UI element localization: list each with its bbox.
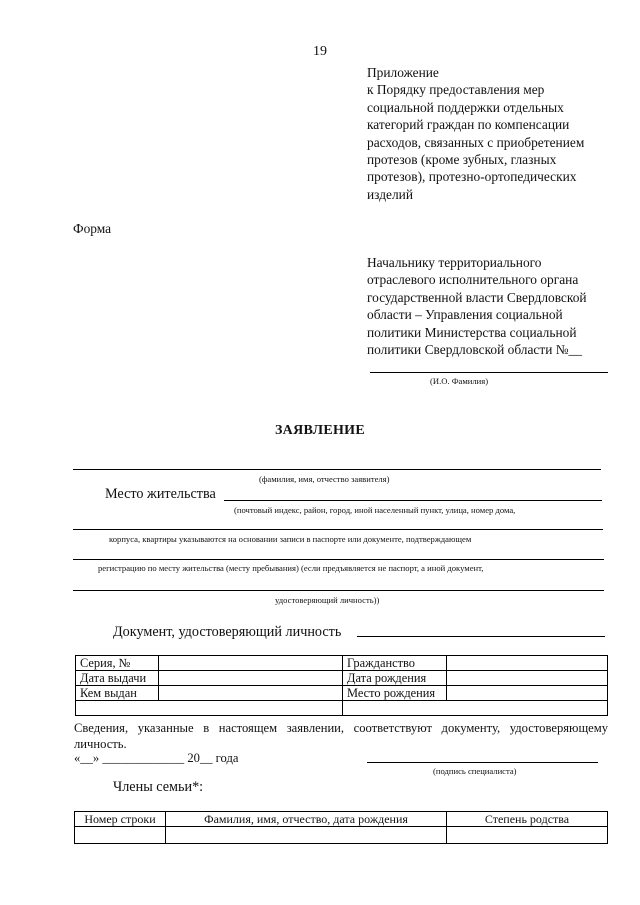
appendix-line: Приложение: [367, 65, 439, 80]
table-row: [76, 686, 608, 701]
appendix-line: к Порядку предоставления мер: [367, 82, 545, 98]
residence-line-2[interactable]: [73, 529, 603, 530]
column-header: Фамилия, имя, отчество, дата рождения: [166, 812, 447, 827]
addressee-line: политики Свердловской области №__: [367, 342, 582, 358]
form-label: Форма: [73, 221, 112, 236]
appendix-line: социальной поддержки отдельных: [367, 99, 564, 115]
birth-place-continuation-cell[interactable]: [343, 701, 608, 716]
addressee-line: отраслевого исполнительного органа: [367, 272, 579, 288]
page-number: 19: [313, 44, 327, 59]
issued-by-cell[interactable]: [159, 686, 343, 701]
table-header-row: [75, 812, 608, 827]
column-header: Номер строки: [75, 812, 166, 827]
addressee-signature-line[interactable]: [370, 372, 608, 373]
birth-place-label: Место рождения: [343, 686, 447, 701]
birth-date-cell[interactable]: [447, 671, 608, 686]
issued-by-continuation-cell[interactable]: [76, 701, 343, 716]
id-document-line[interactable]: [357, 636, 605, 637]
addressee-line: области – Управления социальной: [367, 307, 563, 323]
table-row: [76, 656, 608, 671]
family-label: Члены семьи*:: [113, 779, 204, 795]
confirmation-line-2: личность.: [74, 737, 127, 751]
appendix-line: протезов (кроме зубных, глазных: [367, 152, 557, 168]
series-number-cell[interactable]: [159, 656, 343, 671]
appendix-line: протезов), протезно-ортопедических: [367, 169, 577, 185]
addressee-block: [367, 254, 632, 358]
issue-date-cell[interactable]: [159, 671, 343, 686]
residence-line-1[interactable]: [224, 500, 602, 501]
id-document-label: Документ, удостоверяющий личность: [113, 624, 342, 640]
document-title: ЗАЯВЛЕНИЕ: [274, 423, 365, 438]
relationship-cell[interactable]: [447, 827, 608, 844]
appendix-line: изделий: [367, 186, 413, 202]
addressee-line: государственной власти Свердловской: [367, 289, 587, 305]
appendix-block: [367, 64, 627, 203]
residence-line-4[interactable]: [73, 590, 604, 591]
addressee-signature-caption: (И.О. Фамилия): [430, 376, 489, 386]
citizenship-label: Гражданство: [343, 656, 447, 671]
specialist-signature-caption: (подпись специалиста): [433, 766, 517, 776]
confirmation-text: [74, 720, 608, 752]
applicant-name-line[interactable]: [73, 469, 601, 470]
residence-line-3[interactable]: [73, 559, 604, 560]
birth-place-cell[interactable]: [447, 686, 608, 701]
birth-date-label: Дата рождения: [343, 671, 447, 686]
residence-label: Место жительства: [105, 486, 216, 502]
full-name-cell[interactable]: [166, 827, 447, 844]
series-number-label: Серия, №: [76, 656, 159, 671]
row-number-cell[interactable]: [75, 827, 166, 844]
addressee-line: политики Министерства социальной: [367, 324, 577, 340]
column-header: Степень родства: [447, 812, 608, 827]
residence-caption-2: корпуса, квартиры указываются на основании записи в паспорте или документе, подтверждающем: [109, 534, 472, 544]
residence-caption-4: удостоверяющий личность)): [275, 595, 380, 605]
specialist-signature-line[interactable]: [367, 762, 598, 763]
confirmation-line-1: Сведения, указанные в настоящем заявлении, соответствуют документу, удостоверяющему: [74, 721, 608, 735]
residence-caption-3: регистрацию по месту жительства (месту пребывания) (если предъявляется не паспорт, а иной документ,: [98, 563, 484, 573]
id-document-table: [75, 655, 608, 716]
addressee-line: Начальнику территориального: [367, 255, 542, 270]
issued-by-label: Кем выдан: [76, 686, 159, 701]
table-row: [76, 671, 608, 686]
confirmation-date[interactable]: «__» _____________ 20__ года: [74, 751, 239, 765]
appendix-line: расходов, связанных с приобретением: [367, 134, 585, 150]
residence-caption-1: (почтовый индекс, район, город, иной населенный пункт, улица, номер дома,: [234, 505, 516, 515]
appendix-line: категорий граждан по компенсации: [367, 117, 570, 133]
family-table: [74, 811, 608, 844]
citizenship-cell[interactable]: [447, 656, 608, 671]
table-row: [75, 827, 608, 844]
table-row: [76, 701, 608, 716]
applicant-name-caption: (фамилия, имя, отчество заявителя): [259, 474, 390, 484]
issue-date-label: Дата выдачи: [76, 671, 159, 686]
